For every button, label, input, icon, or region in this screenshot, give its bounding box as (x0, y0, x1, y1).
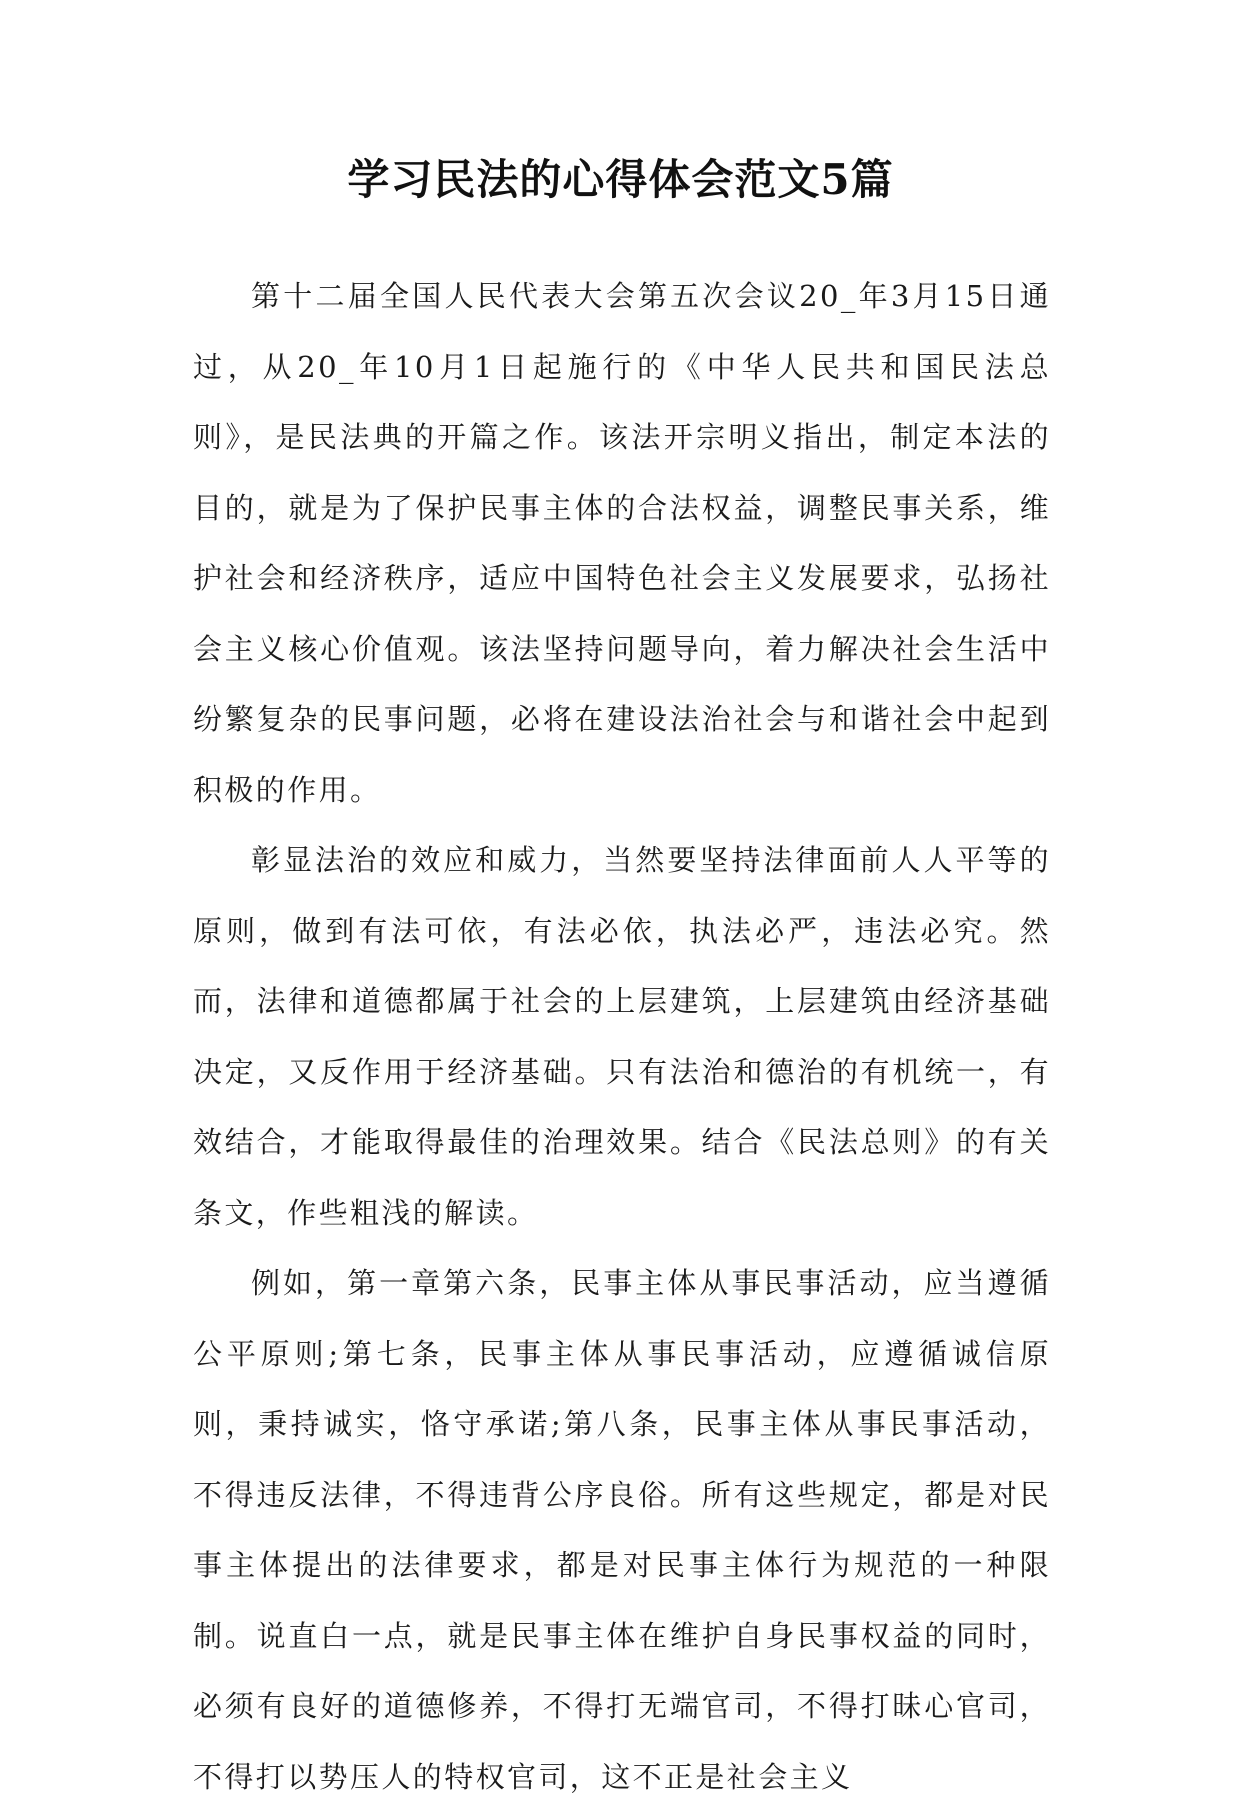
paragraph-1: 第十二届全国人民代表大会第五次会议20_年3月15日通过，从20_年10月1日起施行的《中华人民共和国民法总则》，是民法典的开篇之作。该法开宗明义指出，制定本法的目的，就是为了保护民事主体的合法权益，调整民事关系，维护社会和经济秩序，适应中国特色社会主义发展要求，弘扬社会主义核心价值观。该法坚持问题导向，着力解决社会生活中纷繁复杂的民事问题，必将在建设法治社会与和谐社会中起到积极的作用。 (193, 279, 1051, 807)
paragraph-3: 例如，第一章第六条，民事主体从事民事活动，应当遵循公平原则;第七条，民事主体从事民事活动，应遵循诚信原则，秉持诚实，恪守承诺;第八条，民事主体从事民事活动，不得违反法律，不得违背公序良俗。所有这些规定，都是对民事主体提出的法律要求，都是对民事主体行为规范的一种限制。说直白一点，就是民事主体在维护自身民事权益的同时，必须有良好的道德修养，不得打无端官司，不得打昧心官司，不得打以势压人的特权官司，这不正是社会主义 (193, 1266, 1051, 1794)
document-title: 学习民法的心得体会范文5篇 (347, 155, 894, 204)
document-body (193, 261, 1051, 1812)
paragraph-2: 彰显法治的效应和威力，当然要坚持法律面前人人平等的原则，做到有法可依，有法必依，执法必严，违法必究。然而，法律和道德都属于社会的上层建筑，上层建筑由经济基础决定，又反作用于经济基础。只有法治和德治的有机统一，有效结合，才能取得最佳的治理效果。结合《民法总则》的有关条文，作些粗浅的解读。 (193, 843, 1051, 1230)
